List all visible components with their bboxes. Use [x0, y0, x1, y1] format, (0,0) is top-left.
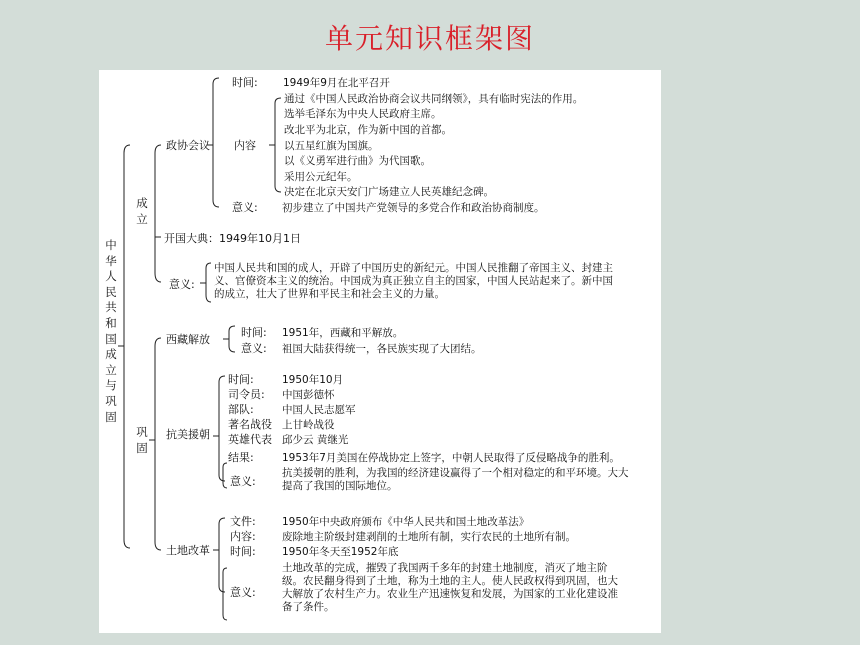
korea-row-value: 中国人民志愿军 — [282, 404, 356, 416]
land-meaning: 土地改革的完成，摧毁了我国两千多年的封建土地制度，消灭了地主阶级。农民翻身得到了土地，称为土地的主人。使人民政权得到巩固，也大大解放了农村生产力。农业生产迅速恢复和发展，为国家的工业化建设准备了条件。 — [282, 562, 618, 613]
cppcc-content-item: 通过《中国人民政治协商会议共同纲领》，具有临时宪法的作用。 — [284, 93, 584, 105]
cppcc-meaning-label: 意义: — [232, 201, 258, 214]
korea-meaning: 抗美援朝的胜利，为我国的经济建设赢得了一个相对稳定的和平环境。大大提高了我国的国际地位。 — [282, 467, 629, 492]
land-doc-label: 文件: — [230, 515, 256, 528]
tibet-time: 1951年，西藏和平解放。 — [282, 327, 404, 339]
cppcc-meaning: 初步建立了中国共产党领导的多党合作和政治协商制度。 — [282, 202, 545, 214]
cppcc-time: 1949年9月在北平召开 — [283, 77, 390, 89]
knowledge-framework-diagram — [99, 70, 661, 633]
land-content: 废除地主阶级封建剥削的土地所有制，实行农民的土地所有制。 — [282, 531, 576, 543]
establish-meaning: 中国人民共和国的成人，开辟了中国历史的新纪元。中国人民推翻了帝国主义、封建主义、官僚资本主义的统治。中国成为真正独立自主的国家，中国人民站起来了。新中国的成立，壮大了世界和平民主和社会主义的力量。 — [214, 262, 613, 300]
land-doc: 1950年中央政府颁布《中华人民共和国土地改革法》 — [282, 516, 530, 528]
land-time: 1950年冬天至1952年底 — [282, 546, 399, 558]
cppcc-content-item: 以五星红旗为国旗。 — [284, 140, 379, 152]
cppcc-content-label: 内容 — [234, 139, 256, 152]
land-reform-label: 土地改革 — [166, 544, 210, 557]
cppcc-label: 政协会议 — [166, 139, 210, 152]
korea-row-value: 邱少云 黄继光 — [282, 434, 349, 446]
korea-row-key: 著名战役 — [228, 418, 272, 431]
cppcc-time-label: 时间: — [232, 76, 258, 89]
establish-label: 成立 — [136, 196, 148, 226]
tibet-label: 西藏解放 — [166, 333, 210, 346]
korea-row-key: 英雄代表 — [228, 433, 272, 446]
cppcc-content-item: 决定在北京天安门广场建立人民英雄纪念碑。 — [284, 186, 494, 198]
consolidate-label: 巩固 — [136, 425, 148, 455]
korea-row-key: 时间: — [228, 373, 254, 386]
root-topic: 中华人民共和国成立与巩固 — [105, 238, 117, 424]
korea-row-value: 上甘岭战役 — [282, 419, 335, 431]
cppcc-content-item: 采用公元纪年。 — [284, 171, 358, 183]
korea-row-value: 中国彭德怀 — [282, 389, 335, 401]
korea-row-value: 1950年10月 — [282, 374, 344, 386]
cppcc-content-item: 改北平为北京，作为新中国的首都。 — [284, 124, 452, 136]
korea-label: 抗美援朝 — [166, 428, 210, 441]
land-content-label: 内容: — [230, 530, 256, 543]
land-time-label: 时间: — [230, 545, 256, 558]
cppcc-content-item: 以《义勇军进行曲》为代国歌。 — [284, 155, 431, 167]
page-title: 单元知识框架图 — [324, 22, 535, 55]
cppcc-content-item: 选举毛泽东为中央人民政府主席。 — [284, 108, 442, 120]
korea-result-label: 结果: — [228, 451, 254, 464]
korea-row-key: 部队: — [228, 403, 254, 416]
founding-ceremony: 开国大典：1949年10月1日 — [164, 232, 301, 245]
establish-meaning-label: 意义: — [169, 278, 195, 291]
land-meaning-label: 意义: — [230, 586, 256, 599]
tibet-time-label: 时间: — [241, 326, 267, 339]
korea-row-key: 司令员: — [228, 388, 265, 401]
tibet-meaning: 祖国大陆获得统一，各民族实现了大团结。 — [282, 343, 482, 355]
korea-meaning-label: 意义: — [230, 475, 256, 488]
tibet-meaning-label: 意义: — [241, 342, 267, 355]
korea-result: 1953年7月美国在停战协定上签字，中朝人民取得了反侵略战争的胜利。 — [282, 452, 620, 464]
